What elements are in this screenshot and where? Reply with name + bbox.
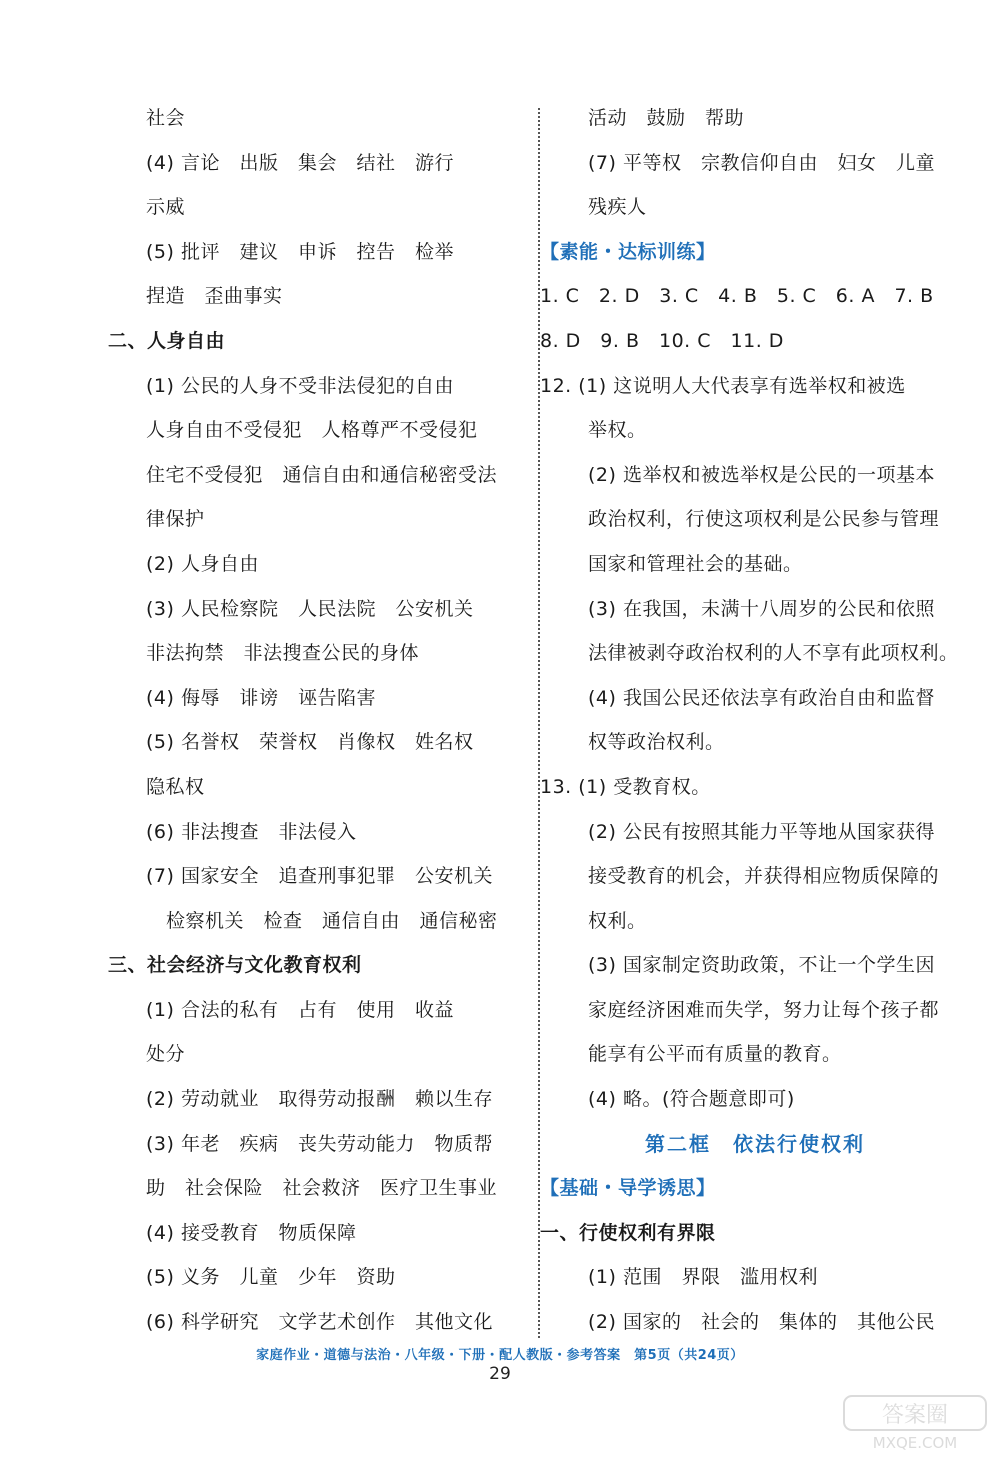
left-answer-line: (4) 侮辱 诽谤 诬告陷害 — [146, 686, 376, 709]
footer-caption: 家庭作业・道德与法治・八年级・下册・配人教版・参考答案 第5页（共24页） — [256, 1348, 744, 1363]
right-answer-line: 法律被剥夺政治权利的人不享有此项权利。 — [588, 642, 959, 665]
left-answer-line: (2) 劳动就业 取得劳动报酬 赖以生存 — [146, 1088, 493, 1111]
right-answer-line: 残疾人 — [588, 196, 647, 219]
left-answer-line: (5) 义务 儿童 少年 资助 — [146, 1266, 396, 1289]
right-answer-line: 1. C 2. D 3. C 4. B 5. C 6. A 7. B — [540, 285, 934, 308]
svg-text:答案圈: 答案圈 — [881, 1403, 949, 1428]
left-answer-line: 处分 — [146, 1043, 186, 1066]
left-answer-line: 捏造 歪曲事实 — [146, 285, 283, 308]
right-answer-line: (3) 国家制定资助政策，不让一个学生因 — [588, 954, 935, 977]
left-answer-line: (1) 合法的私有 占有 使用 收益 — [146, 998, 454, 1021]
right-answer-line: 8. D 9. B 10. C 11. D — [540, 329, 784, 352]
left-answer-line: 二、人身自由 — [108, 329, 226, 352]
right-answer-line: (7) 平等权 宗教信仰自由 妇女 儿童 — [588, 151, 935, 174]
right-answer-line: 12. (1) 这说明人大代表享有选举权和被选 — [540, 374, 906, 397]
right-answer-line: 一、行使权利有界限 — [540, 1221, 716, 1244]
left-column — [108, 96, 528, 1345]
left-answer-line: (3) 人民检察院 人民法院 公安机关 — [146, 597, 474, 620]
right-answer-line: 政治权利，行使这项权利是公民参与管理 — [588, 508, 940, 531]
right-answer-line: (3) 在我国，未满十八周岁的公民和依照 — [588, 597, 935, 620]
right-answer-line: 国家和管理社会的基础。 — [588, 552, 803, 575]
left-answer-line: (5) 名誉权 荣誉权 肖像权 姓名权 — [146, 731, 474, 754]
left-answer-line: 人身自由不受侵犯 人格尊严不受侵犯 — [146, 419, 478, 442]
right-answer-line: 家庭经济困难而失学，努力让每个孩子都 — [588, 998, 940, 1021]
left-answer-line: (4) 接受教育 物质保障 — [146, 1221, 357, 1244]
left-answer-line: (3) 年老 疾病 丧失劳动能力 物质帮 — [146, 1132, 493, 1155]
left-answer-line: 示威 — [146, 196, 186, 219]
right-answer-line: 权利。 — [588, 909, 647, 932]
right-answer-line: 【基础・导学诱思】 — [540, 1177, 716, 1200]
right-answer-line: 权等政治权利。 — [588, 731, 725, 754]
left-answer-line: (7) 国家安全 追查刑事犯罪 公安机关 — [146, 865, 493, 888]
left-answer-line: 住宅不受侵犯 通信自由和通信秘密受法 — [146, 463, 498, 486]
right-answer-line: (2) 国家的 社会的 集体的 其他公民 — [588, 1311, 935, 1334]
right-answer-line: 活动 鼓励 帮助 — [588, 107, 745, 129]
right-answer-line: (2) 选举权和被选举权是公民的一项基本 — [588, 463, 935, 486]
right-answer-line: 能享有公平而有质量的教育。 — [588, 1043, 842, 1066]
left-answer-line: 助 社会保险 社会救济 医疗卫生事业 — [146, 1177, 498, 1200]
right-answer-line: 13. (1) 受教育权。 — [540, 775, 711, 798]
right-answer-line: (4) 我国公民还依法享有政治自由和监督 — [588, 686, 935, 709]
left-answer-line: 三、社会经济与文化教育权利 — [108, 954, 362, 977]
left-answer-line: 非法拘禁 非法搜查公民的身体 — [146, 642, 420, 665]
right-answer-line: (2) 公民有按照其能力平等地从国家获得 — [588, 820, 935, 843]
left-answer-line: (6) 非法搜查 非法侵入 — [146, 820, 357, 843]
right-answer-line: 接受教育的机会，并获得相应物质保障的 — [588, 865, 940, 888]
right-column — [540, 96, 970, 1345]
right-answer-line: 举权。 — [588, 419, 647, 442]
left-answer-line: 隐私权 — [146, 775, 205, 798]
left-answer-line: (6) 科学研究 文学艺术创作 其他文化 — [146, 1311, 493, 1334]
right-answer-line: 第二框 依法行使权利 — [645, 1131, 865, 1156]
right-answer-line: 【素能・达标训练】 — [540, 240, 716, 263]
left-answer-line: (2) 人身自由 — [146, 552, 259, 575]
left-answer-line: (4) 言论 出版 集会 结社 游行 — [146, 151, 454, 174]
right-answer-line: (4) 略。(符合题意即可) — [588, 1088, 795, 1111]
left-answer-line: 律保护 — [146, 508, 205, 531]
watermark-logo — [840, 1392, 990, 1454]
left-answer-line: 检察机关 检查 通信自由 通信秘密 — [166, 909, 498, 932]
page-number: 29 — [489, 1364, 511, 1384]
left-answer-line: (5) 批评 建议 申诉 控告 检举 — [146, 240, 454, 263]
left-answer-line: 社会 — [146, 107, 186, 129]
watermark-text: MXQE.COM — [872, 1434, 958, 1452]
right-answer-line: (1) 范围 界限 滥用权利 — [588, 1266, 818, 1289]
left-answer-line: (1) 公民的人身不受非法侵犯的自由 — [146, 374, 454, 397]
